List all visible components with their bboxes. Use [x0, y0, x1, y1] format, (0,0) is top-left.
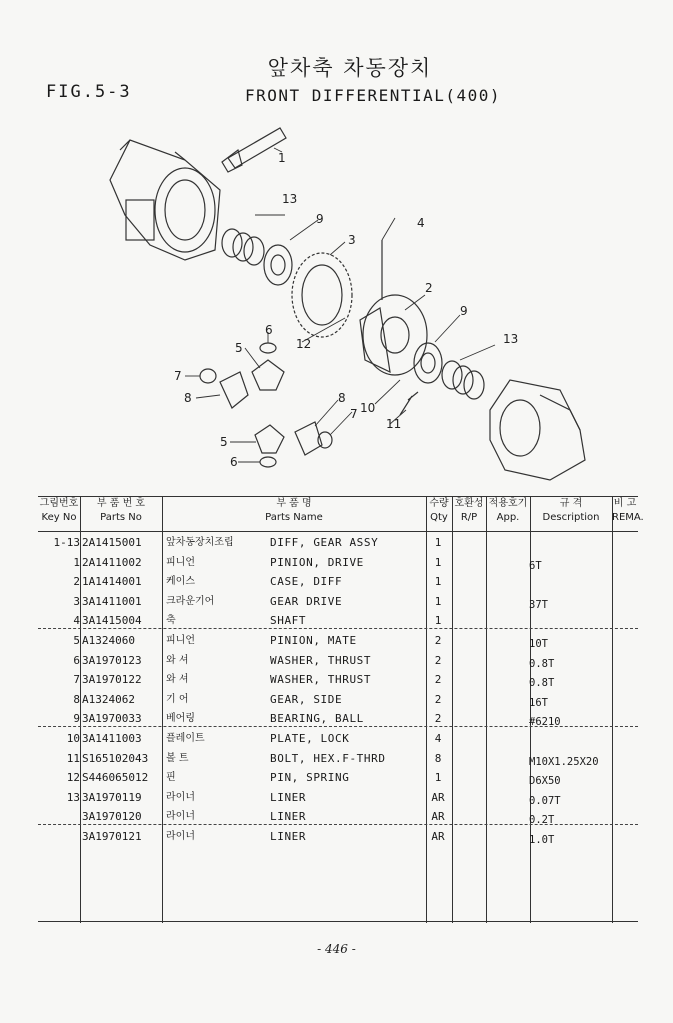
cell-ko: 와 셔: [166, 654, 189, 666]
header-desc-en: Description: [542, 512, 600, 523]
header-name-ko: 부 품 명: [276, 498, 312, 509]
cell-key: 1-13: [53, 536, 80, 549]
cell-pno: 3A1970123: [82, 653, 142, 667]
cell-ko: 와 셔: [166, 674, 189, 686]
cell-key: 10: [66, 732, 80, 745]
callout-6b: 6: [230, 455, 238, 469]
table-row: [38, 690, 638, 710]
cell-desc: 1.0T: [529, 834, 555, 846]
callout-6: 6: [265, 323, 273, 337]
table-row: [38, 827, 638, 847]
cell-name: LINER: [270, 810, 307, 824]
cell-ko: 베어링: [166, 713, 195, 725]
cell-key: 13: [66, 790, 80, 804]
pinion-mate-lower: [255, 425, 284, 467]
table-row: [38, 749, 638, 769]
callout-labels: [174, 151, 518, 469]
liners-left: [222, 229, 264, 265]
cell-key: 1: [73, 555, 80, 569]
table-row: [38, 611, 638, 631]
parts-table: [38, 497, 644, 932]
cell-key: 5: [73, 634, 80, 647]
header-remarks: [612, 497, 644, 525]
cell-name: WASHER, THRUST: [270, 653, 372, 667]
cell-qty: 1: [434, 536, 442, 549]
cell-desc: 37T: [529, 598, 548, 611]
cell-qty: 1: [434, 771, 442, 785]
cell-qty: 1: [434, 555, 442, 569]
cell-qty: 1: [434, 594, 442, 608]
cell-pno: A1324062: [82, 692, 135, 706]
cell-desc: M10X1.25X20: [529, 755, 599, 768]
header-qty-ko: 수량: [429, 498, 449, 509]
cell-pno: 3A1411001: [82, 594, 142, 608]
callout-13b: 13: [503, 332, 519, 346]
cell-ko: 플레이트: [166, 733, 205, 744]
cell-key: 6: [73, 653, 80, 667]
callout-3: 3: [348, 233, 356, 247]
cell-qty: 1: [434, 614, 442, 628]
callout-13: 13: [282, 192, 298, 206]
cell-desc: D6X50: [529, 775, 561, 788]
cell-ko: 피니언: [166, 635, 195, 646]
callout-4: 4: [417, 216, 425, 230]
table-row: [38, 768, 638, 788]
bolt: [400, 392, 418, 415]
leader-lines: [185, 148, 495, 462]
cell-ko: 볼 트: [166, 752, 189, 764]
cell-key: 8: [73, 692, 80, 706]
cell-pno: 3A1970122: [82, 673, 142, 687]
cell-ko: 앞차동장치조립: [166, 537, 234, 548]
cell-name: PIN, SPRING: [270, 771, 350, 785]
header-rema-en: REMA.: [612, 512, 644, 523]
cell-name: LINER: [270, 790, 307, 804]
figure-number: FIG.5-3: [46, 82, 132, 102]
exploded-parts-diagram: [90, 110, 610, 495]
cell-pno: 2A1411002: [82, 555, 142, 569]
cell-pno: S165102043: [82, 751, 149, 765]
callout-5b: 5: [220, 435, 228, 449]
header-rp-en: R/P: [460, 512, 478, 523]
cell-desc: 0.8T: [529, 677, 555, 690]
callout-9b: 9: [460, 304, 468, 318]
cell-key: 7: [73, 673, 80, 687]
cell-pno: 3A1970120: [82, 810, 142, 824]
cell-desc: 0.2T: [529, 814, 555, 827]
cell-ko: 축: [166, 615, 176, 627]
cell-key: 12: [66, 771, 80, 785]
cell-pno: S446065012: [82, 771, 149, 785]
cell-name: GEAR DRIVE: [270, 594, 343, 608]
cell-name: LINER: [270, 830, 307, 843]
cell-pno: 1A1414001: [82, 575, 142, 589]
table-row: [38, 729, 638, 749]
table-bottom-rule: [38, 921, 638, 922]
cell-qty: AR: [431, 790, 445, 804]
cell-desc: #6210: [529, 716, 561, 729]
cell-qty: 2: [434, 692, 442, 706]
header-description: [530, 497, 612, 525]
cell-qty: 2: [434, 634, 442, 647]
cell-key: 11: [66, 751, 80, 765]
callout-11: 11: [386, 417, 402, 431]
header-bottom-rule: [38, 531, 638, 532]
header-desc-ko: 규 격: [559, 498, 583, 509]
cell-key: 4: [73, 614, 80, 628]
cell-qty: 8: [434, 751, 442, 765]
diff-case: [360, 295, 427, 375]
header-key-en: Key No: [41, 512, 77, 523]
cell-pno: 2A1415001: [82, 536, 142, 549]
cell-name: BOLT, HEX.F-THRD: [270, 751, 386, 765]
differential-housing: [110, 140, 220, 260]
header-app-ko: 적용호기: [488, 498, 528, 509]
liners-right: [442, 361, 484, 399]
header-key-ko: 그림번호: [39, 498, 79, 509]
cell-desc: 16T: [529, 696, 548, 709]
table-row: [38, 651, 638, 671]
cell-name: GEAR, SIDE: [270, 692, 343, 706]
diagram-svg: [90, 110, 610, 495]
cell-key: 3: [73, 594, 80, 608]
header-parts-no: [80, 497, 162, 525]
header-qty-en: Qty: [430, 512, 448, 523]
cell-name: PLATE, LOCK: [270, 732, 350, 745]
cell-qty: 2: [434, 712, 442, 726]
cell-name: SHAFT: [270, 614, 307, 628]
header-app-en: App.: [496, 512, 520, 523]
callout-7: 7: [174, 369, 182, 383]
cell-ko: 크라운기어: [166, 595, 215, 607]
callout-7b: 7: [350, 407, 358, 421]
cell-pno: 3A1970033: [82, 712, 142, 726]
cell-ko: 피니언: [166, 556, 195, 568]
axle-housing-right: [490, 380, 585, 480]
cell-qty: 4: [434, 732, 442, 745]
cell-qty: AR: [431, 830, 445, 843]
cell-ko: 핀: [166, 772, 176, 784]
header-app: [486, 497, 530, 525]
cell-ko: 라이너: [166, 791, 195, 803]
cell-name: DIFF, GEAR ASSY: [270, 536, 379, 549]
header-rp-ko: 호환성: [454, 498, 484, 509]
cell-pno: 3A1970119: [82, 790, 142, 804]
callout-2: 2: [425, 281, 433, 295]
cell-name: CASE, DIFF: [270, 575, 343, 589]
table-row: [38, 533, 638, 553]
callout-8: 8: [184, 391, 192, 405]
table-row: [38, 592, 638, 612]
bearing-left: [264, 245, 292, 285]
table-row: [38, 788, 638, 808]
cell-desc: 0.07T: [529, 794, 561, 807]
table-row: [38, 709, 638, 729]
header-parts-name: [162, 497, 426, 525]
cell-name: PINION, MATE: [270, 634, 357, 647]
cell-ko: 케이스: [166, 576, 195, 588]
header-key: [38, 497, 80, 525]
cell-ko: 라이너: [166, 831, 195, 842]
cell-qty: 2: [434, 673, 442, 687]
page-number: - 446 -: [317, 942, 356, 956]
table-row: [38, 631, 638, 651]
title-korean: 앞차축 차동장치: [267, 56, 433, 80]
header-name-en: Parts Name: [265, 512, 323, 523]
callout-9: 9: [316, 212, 324, 226]
table-row: [38, 572, 638, 592]
title-english: FRONT DIFFERENTIAL(400): [245, 86, 502, 105]
cell-name: PINION, DRIVE: [270, 555, 364, 569]
cell-name: BEARING, BALL: [270, 712, 364, 726]
cell-qty: 2: [434, 653, 442, 667]
cell-key: 2: [73, 575, 80, 589]
table-row: [38, 807, 638, 827]
callout-1: 1: [278, 151, 286, 165]
cell-desc: 10T: [529, 638, 548, 650]
cell-ko: 기 어: [166, 693, 189, 705]
header-pno-en: Parts No: [100, 512, 142, 523]
cell-pno: 3A1415004: [82, 614, 142, 628]
cell-ko: 라이너: [166, 811, 195, 823]
pinion-mate-upper: [252, 343, 284, 390]
cell-key: 9: [73, 712, 80, 726]
cell-qty: 1: [434, 575, 442, 589]
header-rp: [452, 497, 486, 525]
header-qty: [426, 497, 452, 525]
cell-pno: 3A1411003: [82, 732, 142, 745]
cell-pno: 3A1970121: [82, 830, 142, 843]
cell-name: WASHER, THRUST: [270, 673, 372, 687]
callout-12: 12: [296, 337, 312, 351]
side-gear-right: [295, 422, 332, 455]
table-row: [38, 553, 638, 573]
cell-qty: AR: [431, 810, 445, 824]
callout-8b: 8: [338, 391, 346, 405]
cell-desc: 0.8T: [529, 657, 555, 670]
table-top-rule: [38, 496, 638, 497]
side-gear-left: [200, 369, 248, 408]
callout-10: 10: [360, 401, 376, 415]
cell-desc: 6T: [529, 559, 542, 572]
callout-5: 5: [235, 341, 243, 355]
drive-pinion: [222, 128, 286, 172]
table-row: [38, 670, 638, 690]
header-rema-ko: 비 고: [613, 498, 637, 509]
header-pno-ko: 부 품 번 호: [96, 498, 146, 509]
crown-gear: [292, 253, 352, 337]
cell-pno: A1324060: [82, 634, 135, 647]
